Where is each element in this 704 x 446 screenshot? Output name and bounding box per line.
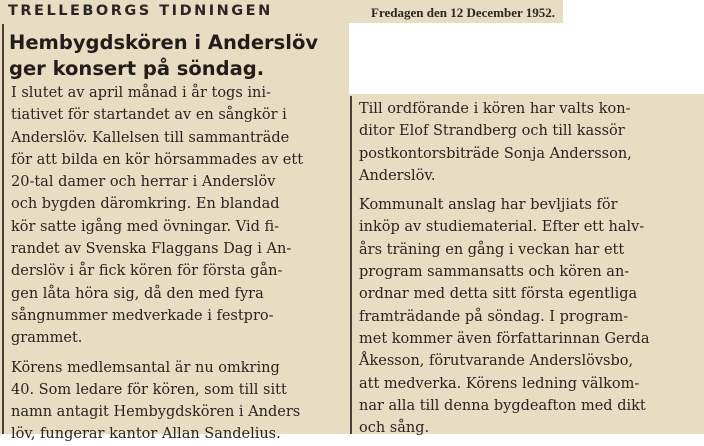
text-line: och bygden däromkring. En blandad [11,196,280,213]
text-line: grammet. [11,330,83,347]
paragraph [11,357,344,446]
text-line: namn antagit Hembygdskören i Anders [11,404,301,421]
left-border-rule [2,24,4,434]
text-line: Anderslöv. Kallelsen till sammanträde [11,129,290,146]
text-line: och sång. [359,420,430,437]
column-divider [350,96,352,434]
text-line: tiativet för startandet av en sångkör i [11,107,287,124]
text-line: 40. Som ledare för kören, som till sitt [11,381,287,398]
article-headline: Hembygdskören i Anderslöv ger konsert på söndag. [9,31,319,80]
newspaper-masthead: TRELLEBORGS TIDNINGEN [8,3,273,19]
paragraph-gap [359,187,695,194]
text-line: I slutet av april månad i år togs ini- [11,85,271,101]
text-line: postkontorsbiträde Sonja Andersson, [359,145,632,162]
text-line: 20-tal damer och herrar i Anderslöv [11,174,276,191]
text-line: nar alla till denna bygdeafton med dikt [359,397,646,414]
dateline: Fredagen den 12 December 1952. [371,5,556,20]
paragraph [359,98,695,187]
text-line: framträdande på söndag. I program- [359,308,629,325]
text-line: löv, fungerar kantor Allan Sandelius. [11,426,281,443]
text-line: Körens medlemsantal är nu omkring [11,359,280,376]
paragraph [359,194,695,439]
text-line: kör satte igång med övningar. Vid fi- [11,218,280,235]
text-line: att medverka. Körens ledning välkom- [359,375,640,392]
text-line: met kommer även författarinnan Gerda [359,330,650,347]
text-line: Anderslöv. [359,167,436,184]
text-line: ordnar med detta sitt första egentliga [359,286,638,303]
text-line: randet av Svenska Flaggans Dag i An- [11,241,292,258]
text-line: för att bilda en kör hörsammades av ett [11,151,304,168]
text-line: inköp av studiematerial. Efter ett halv- [359,219,645,236]
paragraph-gap [11,350,344,357]
text-line: derslöv i år fick kören för första gån- [11,263,283,280]
text-line: Åkesson, förutvarande Anderslövsbo, [359,353,634,370]
right-column-text [359,98,695,439]
left-column-text [11,82,344,446]
text-line: program sammansatts och kören an- [359,264,630,281]
paragraph [11,82,344,350]
text-line: ditor Elof Strandberg och till kassör [359,123,625,140]
text-line: sångnummer medverkade i festpro- [11,307,274,324]
text-line: gen låta höra sig, då den med fyra [11,285,264,302]
text-line: års träning en gång i veckan har ett [359,241,625,258]
text-line: Kommunalt anslag har bevljiats för [359,197,618,214]
text-line: Till ordförande i kören har valts kon- [359,101,631,117]
